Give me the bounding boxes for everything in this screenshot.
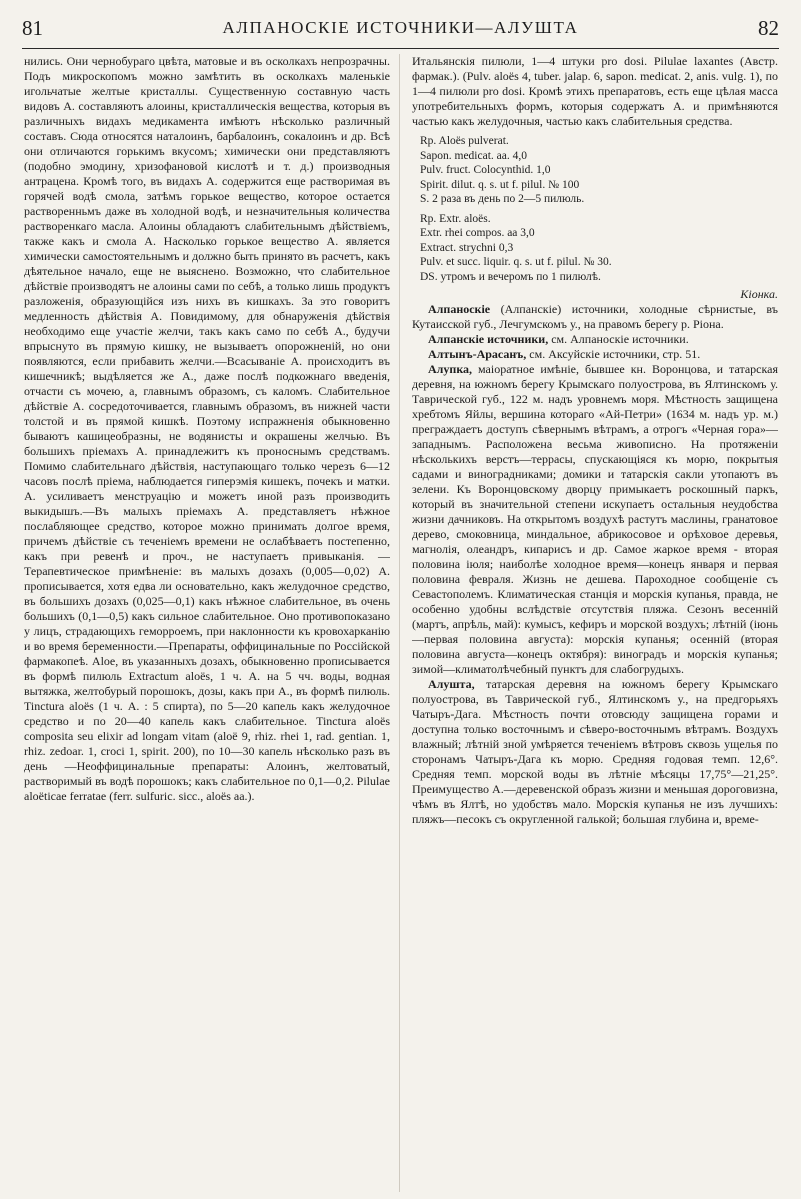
entry-term: Алтынъ-Арасанъ,	[428, 347, 527, 361]
right-column	[412, 54, 778, 1192]
entry-alpanoskie	[412, 302, 778, 332]
entry-term: Алупка,	[428, 362, 473, 376]
entry-body: маіоратное имѣніе, бывшее кн. Воронцова, и татарская деревня, на южномъ берегу Крымскаго полуострова, въ Ялтинскомъ у. Таврической губ., 122 м. надъ уровнемъ моря. Мѣстность защищена хребтомъ Яйлы, вершина котораго «Ай-Петри» (1634 м. надъ ур. м.) преграждаетъ доступъ сѣвернымъ вѣтрамъ, а отрогъ «Черная гора»—западнымъ. Расположена весьма живописно. На протяженіи нѣсколькихъ верстъ—террасы, спускающіяся къ морю, покрытыя садами и виноградниками; домики и татарскія сакли утопаютъ въ зелени. Къ Воронцовскому дворцу примыкаетъ роскошный паркъ, который въ значительной степени искупаетъ остальныя неудобства жизни дачниковъ. На открытомъ воздухѣ растутъ маслины, гранатовое дерево, смоковница, миндальное, абрикосовое и орѣховое деревья, магнолія, олеандръ, кипарисъ и др. Самое жаркое время - вторая половина іюля; наиболѣе холодное время—конецъ января и первая половина февраля. Жизнь не дешева. Пароходное сообщеніе съ Севастополемъ. Климатическая станція и морскія купанья, правда, не особенно удобны вслѣдствіе отсутствія пляжа. Сезонъ весенній (мартъ, апрѣль, май): кумысъ, кефиръ и морской воздухъ; лѣтній (іюнь—первая половина августа): морскія купанья; осенній (вторая половина августа—конецъ октября): виноградъ и морскія купанья; зимой—климатолѣчебный пунктъ для слабогрудыхъ.	[412, 362, 778, 676]
page-number-left: 81	[22, 15, 43, 40]
recipe-1	[412, 134, 778, 207]
entry-term: Алушта,	[428, 677, 475, 691]
entry-body: см. Аксуйскіе источники, стр. 51.	[526, 347, 701, 361]
page-number-right: 82	[757, 15, 779, 40]
recipe-line: Extr. rhei compos. aa 3,0	[420, 227, 535, 239]
entry-term: Алпанскіе источники,	[428, 332, 549, 346]
aloe-article-continuation: Итальянскія пилюли, 1—4 штуки pro dosi. Pilulae laxantes (Австр. фармак.). (Pulv. aloës 4, tuber. jalap. 6, sapon. medicat. 2, anis. vulg. 1), по 1—4 пилюли pro dosi. Кромѣ этихъ препаратовъ, есть еще цѣлая масса употребительныхъ формъ, которыя содержатъ А. и примѣняются частью какъ желудочныя, частью какъ слабительныя средства.	[412, 54, 778, 128]
author-signature: Кіонка.	[740, 287, 778, 301]
entry-altyn-arasan	[412, 347, 778, 362]
recipe-2	[412, 212, 778, 285]
entry-alushta	[412, 677, 778, 827]
recipe-line: Pulv. fruct. Colocynthid. 1,0	[420, 164, 551, 176]
entry-alpanskie	[412, 332, 778, 347]
recipe-line: DS. утромъ и вечеромъ по 1 пилюлѣ.	[420, 270, 601, 283]
recipe-line: Rp. Extr. aloës.	[420, 212, 491, 225]
recipe-line: S. 2 раза въ день по 2—5 пилюль.	[420, 193, 585, 205]
entry-term: Алпаноскіе	[428, 302, 491, 316]
entry-body: (Алпанскіе) источники, холодные сѣрнистые, въ Кутаисской губ., Лечгумскомъ у., на правомъ берегу р. Ріона.	[412, 302, 778, 331]
recipe-line: Sapon. medicat. aa. 4,0	[420, 149, 527, 162]
aloe-article-text: нились. Они чернобураго цвѣта, матовые и въ осколкахъ непрозрачны. Подъ микроскопомъ можно замѣтить въ осколкахъ маленькіе игольчатые желтые кристаллы. Существенную составную часть видовъ А. составляютъ алоины, кристаллическія вещества, которыя въ различныхъ видахъ медикамента имѣютъ нѣсколько различный составъ. Сюда относятся наталоинъ, барбалоинъ, сокалоинъ и др. Всѣ они отличаются горькимъ вкусомъ; химически они представляютъ (подобно эмодину, хризофановой кислотѣ и т. д.) производныя антрацена. Кромѣ того, въ видахъ А. содержится еще растворимая въ горячей водѣ смола, затѣмъ горькое вещество, которое остается растворенньмъ даже въ холодной водѣ, и незначительныя количества растворенкаго масла. Алоины обладаютъ слабительнымъ дѣйствіемъ, также какъ и смола А. Насколько горькое вещество А. является химически самостоятельнымъ и должно быть принято въ расчетъ, какъ дѣятельное начало, еще не выяснено. Возможно, что слабительное дѣйствіе производятъ не алоины сами по себѣ, а только лишь продуктъ разложенія, образующійся изъ нихъ въ кишкахъ. За это говоритъ медленность дѣйствія А. Повидимому, для обнаруженія дѣйствія необходимо еще участіе желчи, такъ какъ само по себѣ А., будучи впрыснуто въ прямую кишку, не вызываетъ опорожненій, но они появляются, если прибавить желчи.—Всасываніе А. происходитъ въ кишечникѣ; выдѣляется же А., даже послѣ подкожнаго введенія, отчасти съ мочею, а, главнымъ образомъ, съ каломъ. Слабительное дѣйствіе А. сосредоточивается, главнымъ образомъ, въ нижней части толстой и въ прямой кишкѣ. Поэтому испражненія обыкновенно бываютъ кашицеобразны, не водянисты и окрашены желчью. Въ большихъ пріемахъ А. принадлежитъ къ проноснымъ средствамъ. Помимо слабительнаго дѣйствія, наступающаго только черезъ 6—12 часовъ послѣ пріема, наблюдается гиперэмія кишекъ, почекъ и матки. А. усиливаетъ менструацію и можетъ иной разъ производить выкидышъ.—Въ малыхъ пріемахъ А. представляетъ нѣжное послабляющее средство, которое можно принимать долгое время, причемъ дѣйствіе съ теченіемъ времени не ослабѣваетъ постепенно, какъ при ревенѣ и проч., не наступаетъ привыканія. — Терапевтическое примѣненіе: въ малыхъ дозахъ (0,005—0,02) А. прописывается, хотя едва ли основательно, какъ желудочное средство, въ большихъ дозахъ (0,025—0,1) какъ нѣжное слабительное, въ очень большихъ (0,1—0,5) какъ сильное слабительное. Оно противопоказано у лицъ, страдающихъ геморроемъ, при наклонности къ кровохарканію и во время беременности.—Препараты, оффицинальные по Россійской фармакопеѣ. Aloe, въ указанныхъ дозахъ, обыкновенно прописывается въ формѣ пилюль Extractum aloës, 1 ч. А. на 5 чч. воды, водная вытяжка, желтобурый порошокъ, дозы, какъ при А., въ формѣ пилюль. Tinctura aloës (1 ч. А. : 5 спирта), по 5—20 капель какъ желудочное средство и по 20—40 капель какъ слабительное. Tinctura aloës composita seu elixir ad longam vitam (aloë 9, rhiz. rhei 1, rad. gentian. 1, rhiz. zedoar. 1, croci 1, spirit. 200), по 10—30 капель нѣсколько разъ въ день —Неоффицинальные препараты: Алоинъ, желтоватый, растворимый въ водѣ порошокъ; какъ слабительное по 0,1—0,2. Pilulae aloëticae ferratae (ferr. sulfuric. sicc., aloës aa.).	[24, 54, 390, 803]
entry-alupka	[412, 362, 778, 677]
recipe-line: Extract. strychni 0,3	[420, 241, 514, 254]
entry-body: татарская деревня на южномъ берегу Крымскаго полуострова, въ Таврической губ., Ялтинскомъ у., на предгорьяхъ Чатыръ-Дага. Мѣстность почти отовсюду защищена горами и доступна только восточнымъ и сѣверо-восточнымъ вѣтрамъ. Воздухъ влажный; лѣтній зной умѣряется теченіемъ вѣтровъ сквозь ущелья по сторонамъ Чатыръ-Дага къ морю. Средняя годовая темп. 12,6°. Средняя темп. морской воды въ лѣтніе мѣсяцы 17,75°—21,25°. Преимущество А.—деревенской образъ жизни и меньшая дороговизна, чѣмъ въ Ялтѣ, но удобствъ мало. Морскія купанья не изъ лучшихъ: пляжъ—песокъ съ округленной галькой; большая глубина и, време-	[412, 677, 778, 826]
running-title: АЛПАНОСКІЕ ИСТОЧНИКИ—АЛУШТА	[222, 18, 579, 37]
recipe-line: Spirit. dilut. q. s. ut f. pilul. № 100	[420, 178, 580, 191]
recipe-line: Rp. Aloës pulverat.	[420, 135, 509, 147]
recipe-line: Pulv. et succ. liquir. q. s. ut f. pilul. № 30.	[420, 256, 612, 268]
column-divider	[399, 54, 400, 1192]
running-header	[22, 8, 779, 49]
entry-body: см. Алпаноскіе источники.	[548, 332, 689, 346]
left-column	[24, 54, 390, 1192]
